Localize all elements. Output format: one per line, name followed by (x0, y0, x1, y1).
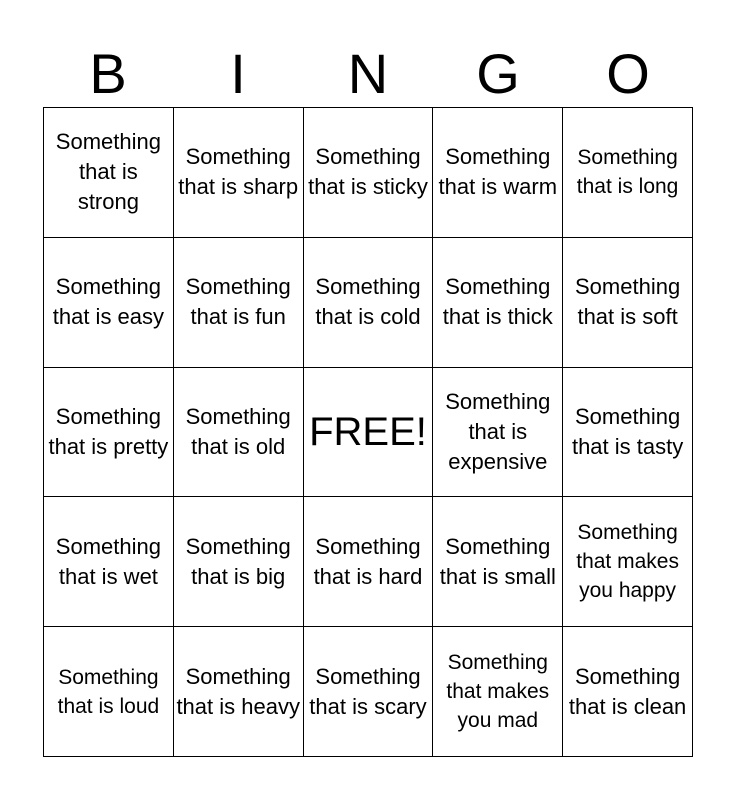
bingo-cell[interactable]: Something that is easy (44, 238, 174, 368)
bingo-cell[interactable]: Something that is hard (304, 497, 434, 627)
bingo-cell[interactable]: Something that is big (174, 497, 304, 627)
free-space-cell[interactable]: FREE! (304, 368, 434, 498)
bingo-grid (43, 107, 693, 757)
bingo-cell[interactable]: Something that is clean (563, 627, 693, 757)
header-letter-n: N (347, 42, 389, 105)
bingo-cell[interactable]: Something that is old (174, 368, 304, 498)
bingo-cell[interactable]: Something that is cold (304, 238, 434, 368)
bingo-cell[interactable]: Something that is loud (44, 627, 174, 757)
bingo-cell[interactable]: Something that is tasty (563, 368, 693, 498)
header-letter-b: B (89, 42, 127, 105)
bingo-cell[interactable]: Something that is warm (433, 108, 563, 238)
bingo-cell[interactable]: Something that makes you mad (433, 627, 563, 757)
header-letter-i: I (230, 42, 246, 105)
bingo-cell[interactable]: Something that is long (563, 108, 693, 238)
bingo-cell[interactable]: Something that is strong (44, 108, 174, 238)
bingo-cell[interactable]: Something that is heavy (174, 627, 304, 757)
header-letter-g: G (476, 42, 520, 105)
bingo-cell[interactable]: Something that is expensive (433, 368, 563, 498)
bingo-cell[interactable]: Something that is pretty (44, 368, 174, 498)
bingo-cell[interactable]: Something that is sticky (304, 108, 434, 238)
bingo-cell[interactable]: Something that is soft (563, 238, 693, 368)
bingo-cell[interactable]: Something that is scary (304, 627, 434, 757)
header-letter-o: O (606, 42, 650, 105)
bingo-header (43, 40, 693, 108)
bingo-cell[interactable]: Something that is sharp (174, 108, 304, 238)
bingo-cell[interactable]: Something that is fun (174, 238, 304, 368)
bingo-cell[interactable]: Something that is small (433, 497, 563, 627)
bingo-cell[interactable]: Something that is wet (44, 497, 174, 627)
bingo-cell[interactable]: Something that makes you happy (563, 497, 693, 627)
bingo-cell[interactable]: Something that is thick (433, 238, 563, 368)
